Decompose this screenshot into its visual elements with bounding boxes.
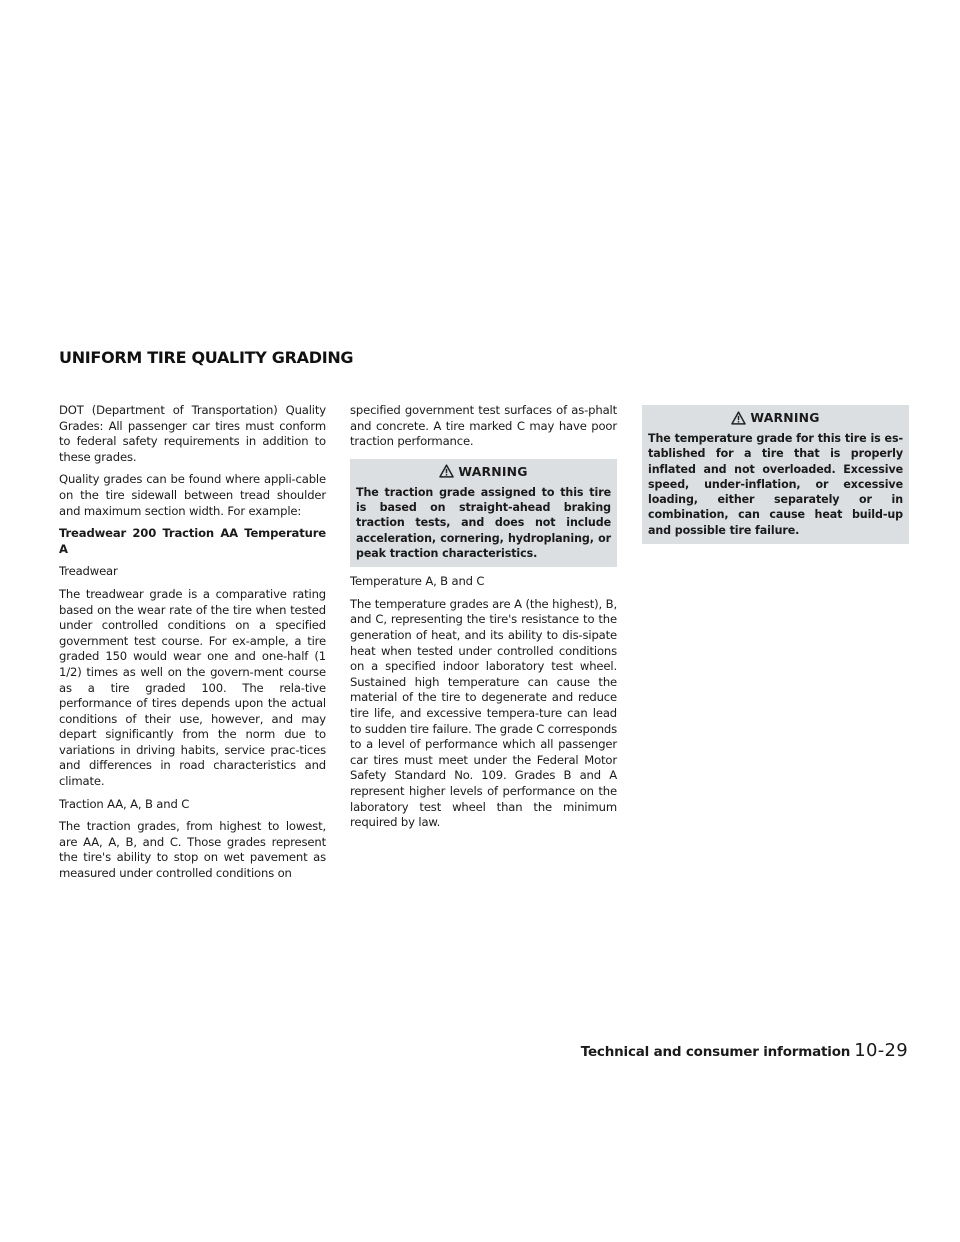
warning-header	[356, 464, 611, 479]
warning-triangle-icon	[439, 464, 454, 478]
page-footer	[581, 1040, 908, 1061]
subheading-traction: Traction AA, A, B and C	[59, 796, 190, 811]
column-2	[350, 403, 617, 838]
subheading-temperature: Temperature A, B and C	[350, 574, 485, 589]
warning-box-traction	[350, 459, 617, 567]
footer-section-label: Technical and consumer information	[580, 1044, 851, 1060]
warning-title: WARNING	[458, 463, 528, 479]
paragraph: specified government test surfaces of as-phalt and concrete. A tire marked C may have poor traction performance.	[350, 403, 617, 449]
warning-box-temperature	[642, 405, 909, 544]
warning-header	[648, 410, 903, 425]
paragraph: The treadwear grade is a comparative rating based on the wear rate of the tire when tested under controlled conditions on a specified government test course. For ex-ample, a tire graded 150 would wear one and one-half (1 1/2) times as well on the govern-ment course as a tire graded 100. The rela-tive performance of tires depends upon the actual conditions of their use, however, and may depart significantly from the norm due to variations in driving habits, service prac-tices and differences in road characteristics and climate.	[59, 586, 326, 789]
warning-text: The temperature grade for this tire is es-tablished for a tire that is properly inflated and not overloaded. Excessive speed, under-inflation, or excessive loading, either separately or in combination, can cause heat build-up and possible tire failure.	[648, 432, 903, 537]
page-number: 10-29	[854, 1040, 908, 1061]
column-3	[642, 403, 909, 551]
subheading-treadwear: Treadwear	[59, 564, 118, 579]
paragraph: Quality grades can be found where appli-cable on the tire sidewall between tread shoulder and maximum section width. For example:	[59, 472, 326, 518]
column-1	[59, 403, 326, 889]
warning-triangle-icon	[731, 411, 746, 425]
warning-title: WARNING	[750, 410, 820, 425]
section-title: UNIFORM TIRE QUALITY GRADING	[59, 348, 354, 367]
example-line: Treadwear 200 Traction AA Temperature A	[59, 526, 326, 556]
paragraph: The traction grades, from highest to lowest, are AA, A, B, and C. Those grades represent the tire's ability to stop on wet pavement as measured under controlled conditions on	[59, 819, 326, 881]
warning-text: The traction grade assigned to this tire is based on straight-ahead braking traction tests, and does not include acceleration, cornering, hydroplaning, or peak traction characteristics.	[356, 485, 611, 560]
paragraph: The temperature grades are A (the highest), B, and C, representing the tire's resistance to the generation of heat, and its ability to dis-sipate heat when tested under controlled conditions on a specified indoor laboratory test wheel. Sustained high temperature can cause the material of the tire to degenerate and reduce tire life, and excessive tempera-ture can lead to sudden tire failure. The grade C corresponds to a level of performance which all passenger car tires must meet under the Federal Motor Safety Standard No. 109. Grades B and A represent higher levels of performance on the laboratory test wheel than the minimum required by law.	[350, 596, 617, 830]
paragraph: DOT (Department of Transportation) Quality Grades: All passenger car tires must conform to federal safety requirements in addition to these grades.	[59, 403, 326, 464]
